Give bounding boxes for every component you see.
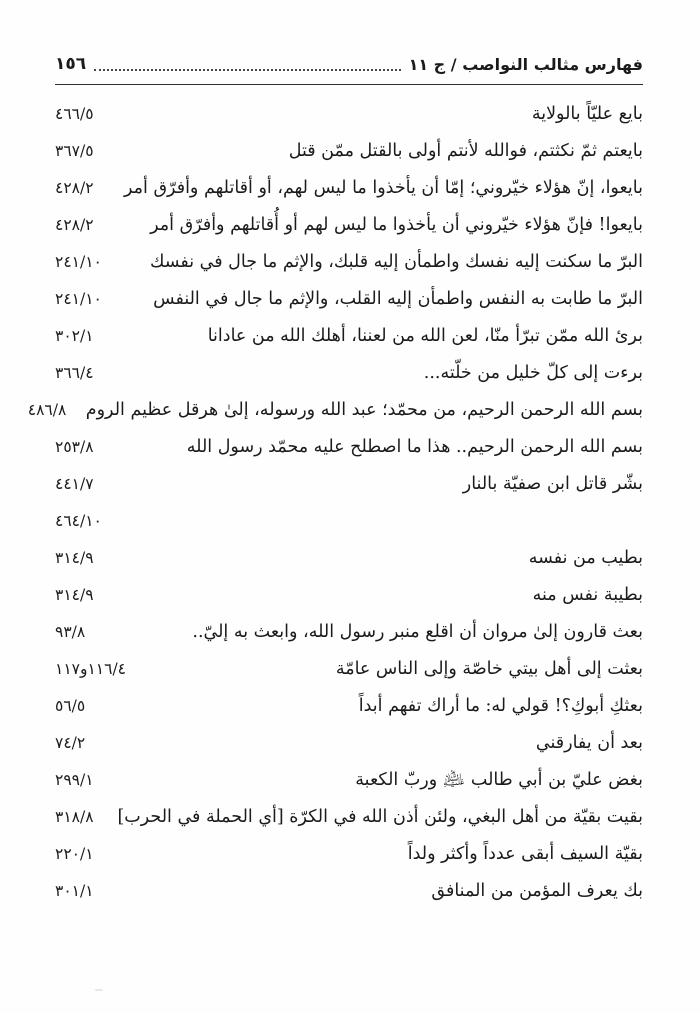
entry-ref: ٣١٤/٩ xyxy=(55,549,94,567)
header-title: فهارس مثالب النواصب / ج ١١ xyxy=(408,55,643,74)
entry-ref: ٩٣/٨ xyxy=(55,623,86,641)
entry-ref: ٣٠٢/١ xyxy=(55,327,94,345)
index-entry xyxy=(55,281,643,318)
entry-ref: ٧٤/٢ xyxy=(55,734,86,752)
entry-ref: ٢٥٣/٨ xyxy=(55,438,94,456)
entry-text: بايعوا، إنّ هؤلاء خيّروني؛ إمّا أن يأخذوا ما ليس لهم، أو أقاتلهم وأفرّق أمر xyxy=(124,178,643,198)
entry-ref: ٢٢٠/١ xyxy=(55,845,94,863)
index-entry xyxy=(55,207,643,244)
index-entry xyxy=(55,503,643,540)
entry-text: بعثكِ أبوكِ؟! قولي له: ما أراك تفهم أبداً xyxy=(358,696,643,716)
index-entry xyxy=(55,244,643,281)
index-entry xyxy=(55,651,643,688)
entry-text: برئ الله ممّن تبرّأ منّا، لعن الله من لعننا، أهلك الله من عادانا xyxy=(207,326,643,346)
index-entry xyxy=(55,466,643,503)
entry-text: بعد أن يفارقني xyxy=(535,733,643,753)
index-entry xyxy=(55,577,643,614)
entry-ref: ٣١٨/٨ xyxy=(55,808,94,826)
index-entry xyxy=(55,799,643,836)
entry-text: بايع عليّاً بالولاية xyxy=(531,104,643,124)
index-entry xyxy=(55,614,643,651)
entry-ref: ٣٦٦/٤ xyxy=(55,364,94,382)
entry-ref: ٢٤١/١٠ xyxy=(55,290,102,308)
index-entry xyxy=(55,762,643,799)
index-entry xyxy=(55,688,643,725)
page-header xyxy=(55,48,643,74)
header-rule xyxy=(55,84,643,85)
index-entry xyxy=(55,318,643,355)
entry-text: بغض عليّ بن أبي طالب ﵇ وربّ الكعبة xyxy=(355,770,643,790)
entry-text: بقيت بقيّة من أهل البغي، ولئن أذن الله في الكرّة [أي الحملة في الحرب] xyxy=(117,807,643,827)
entry-ref: ٣٠١/١ xyxy=(55,882,94,900)
entry-text: بايعتم ثمّ نكثتم، فوالله لأنتم أولى بالقتل ممّن قتل xyxy=(288,141,643,161)
entry-ref: ٣١٤/٩ xyxy=(55,586,94,604)
entry-ref: ٤٢٨/٢ xyxy=(55,216,94,234)
entry-text: بقيّة السيف أبقى عدداً وأكثر ولداً xyxy=(407,844,643,864)
index-entry xyxy=(27,392,643,429)
index-list xyxy=(27,96,643,910)
entry-ref: ٤٢٨/٢ xyxy=(55,179,94,197)
entry-ref: ٤٤١/٧ xyxy=(55,475,94,493)
entry-ref: ٢٤١/١٠ xyxy=(55,253,102,271)
index-entry xyxy=(55,355,643,392)
entry-ref: ١١٦/٤و١١٧ xyxy=(55,660,127,678)
index-entry xyxy=(55,836,643,873)
entry-text: بشّر قاتل ابن صفيّة بالنار xyxy=(462,474,643,494)
entry-text: برءت إلى كلّ خليل من خلّته... xyxy=(423,363,643,383)
entry-text: بسم الله الرحمن الرحيم، من محمّد؛ عبد الله ورسوله، إلىٰ هرقل عظيم الروم xyxy=(85,400,643,420)
index-entry xyxy=(55,170,643,207)
entry-text: بطيب من نفسه xyxy=(528,548,643,568)
entry-text: بعثت إلى أهل بيتي خاصّة وإلى الناس عامّة xyxy=(335,659,643,679)
entry-text: بك يعرف المؤمن من المنافق xyxy=(431,881,643,901)
scan-artifact xyxy=(95,989,103,991)
page-number: ١٥٦ xyxy=(55,54,87,74)
entry-ref: ٤٦٦/٥ xyxy=(55,105,94,123)
index-entry xyxy=(55,540,643,577)
entry-text: البرّ ما سكنت إليه نفسك واطمأن إليه قلبك، والإثم ما جال في نفسك xyxy=(150,252,643,272)
entry-ref: ٤٦٤/١٠ xyxy=(55,512,102,530)
entry-text: بعث قارون إلىٰ مروان أن اقلع منبر رسول الله، وابعث به إليّ.. xyxy=(192,622,643,642)
dotted-leader xyxy=(94,69,400,71)
entry-ref: ٢٩٩/١ xyxy=(55,771,94,789)
entry-text: بطيبة نفس منه xyxy=(532,585,643,605)
entry-ref: ٣٦٧/٥ xyxy=(55,142,94,160)
entry-ref: ٤٨٦/٨ xyxy=(27,401,67,419)
index-entry xyxy=(55,725,643,762)
entry-text: بسم الله الرحمن الرحيم.. هذا ما اصطلح عليه محمّد رسول الله xyxy=(186,437,643,457)
entry-text: بايعوا! فإنّ هؤلاء خيّروني أن يأخذوا ما ليس لهم أو أُقاتلهم وأفرّق أمر xyxy=(150,215,643,235)
entry-text: البرّ ما طابت به النفس واطمأن إليه القلب، والإثم ما جال في النفس xyxy=(153,289,643,309)
index-entry xyxy=(55,873,643,910)
entry-ref: ٥٦/٥ xyxy=(55,697,86,715)
index-entry xyxy=(55,133,643,170)
index-entry xyxy=(55,96,643,133)
index-entry xyxy=(55,429,643,466)
